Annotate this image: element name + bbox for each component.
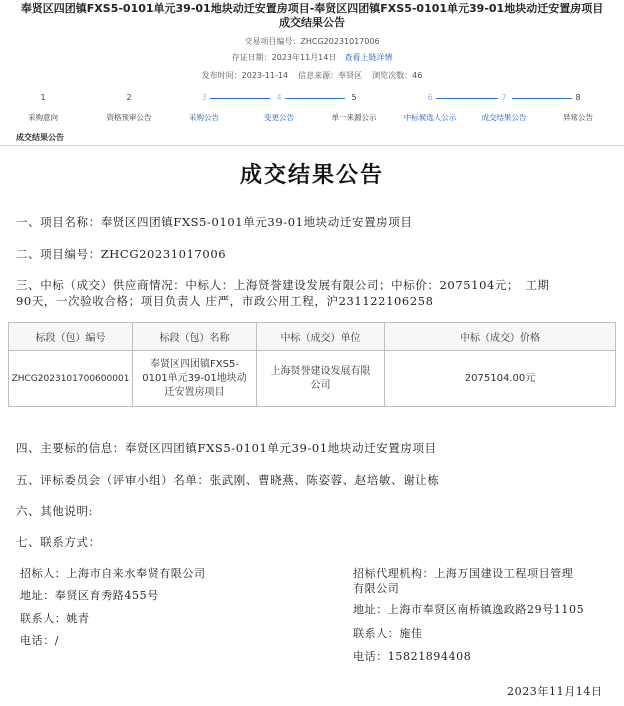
- col-winner: 中标（成交）单位: [257, 323, 385, 351]
- cell-lot-name: 奉贤区四团镇FXS5-0101单元39-01地块动迁安置房项目: [133, 351, 257, 407]
- item-supplier-line2: 90天，一次验收合格；项目负责人 庄严，市政公用工程，沪231122106258: [16, 294, 434, 308]
- section-divider: [0, 145, 624, 146]
- agency-contact-person: 联系人：施佳: [353, 627, 423, 640]
- publish-time: 发布时间：2023-11-14: [201, 71, 289, 80]
- archive-line: [0, 52, 624, 63]
- archive-date: 存证日期：2023年11月14日: [231, 53, 337, 62]
- col-price: 中标（成交）价格: [385, 323, 616, 351]
- tenderer-phone: 电话：/: [20, 634, 60, 647]
- agency-name-line2: 有限公司: [353, 582, 400, 595]
- page-header-title: [0, 2, 624, 30]
- step-label: 资格预审公告: [106, 113, 152, 122]
- step-number: 6: [427, 93, 433, 102]
- step-number: 2: [126, 93, 132, 102]
- cell-winner: 上海贤誉建设发展有限公司: [257, 351, 385, 407]
- agency-name-line1: 招标代理机构：上海万国建设工程项目管理: [353, 567, 574, 580]
- step-3[interactable]: [164, 92, 244, 123]
- step-6[interactable]: [390, 92, 470, 123]
- step-2[interactable]: [89, 92, 169, 123]
- step-label: 采购公告: [189, 113, 219, 122]
- item-supplier-line1: 三、中标（成交）供应商情况：中标人：上海贤誉建设发展有限公司；中标价：2075104元； 工期: [16, 278, 550, 292]
- header-title-line2: 成交结果公告: [279, 16, 345, 29]
- step-8[interactable]: [538, 92, 618, 123]
- tenderer-contact-person: 联系人：姚青: [20, 612, 90, 625]
- item-committee: 五、评标委员会（评审小组）名单：张武刚、曹晓燕、陈姿蓉、赵培敏、谢让栋: [16, 473, 440, 487]
- step-number: 5: [351, 93, 357, 102]
- step-4[interactable]: [239, 92, 319, 123]
- result-table: [8, 322, 616, 407]
- process-steps: [0, 92, 624, 128]
- view-count: 浏览次数：46: [372, 71, 423, 80]
- document-title: 成交结果公告: [239, 163, 384, 188]
- tenderer-address: 地址：奉贤区育秀路455号: [20, 589, 159, 602]
- cell-price: 2075104.00元: [385, 351, 616, 407]
- agency-address: 地址：上海市奉贤区南桥镇逸政路29号1105: [353, 603, 585, 616]
- col-lot-name: 标段（包）名称: [133, 323, 257, 351]
- step-7[interactable]: [464, 92, 544, 123]
- step-number: 8: [575, 93, 581, 102]
- step-label: 单一来源公示: [331, 113, 377, 122]
- item-project-name: 一、项目名称：奉贤区四团镇FXS5-0101单元39-01地块动迁安置房项目: [16, 215, 413, 229]
- table-row: [9, 351, 616, 407]
- step-5[interactable]: [314, 92, 394, 123]
- col-lot-number: 标段（包）编号: [9, 323, 133, 351]
- publish-meta: [0, 70, 624, 81]
- step-label: 异常公告: [563, 113, 593, 122]
- section-tab-label: 成交结果公告: [16, 133, 64, 142]
- cell-lot-number: ZHCG2023101700600001: [9, 351, 133, 407]
- step-1[interactable]: [3, 92, 83, 123]
- item-contact-heading: 七、联系方式：: [16, 535, 101, 549]
- chain-detail-link[interactable]: 查看上链详情: [344, 53, 393, 62]
- info-source: 信息来源：奉贤区: [298, 71, 363, 80]
- step-number: 7: [501, 93, 507, 102]
- document-date: 2023年11月14日: [507, 685, 603, 698]
- step-label: 成交结果公告: [481, 113, 527, 122]
- step-number: 3: [201, 93, 207, 102]
- agency-phone: 电话：15821894408: [353, 650, 472, 663]
- trade-number: 交易项目编号：ZHCG20231017006: [244, 37, 380, 46]
- step-number: 1: [40, 93, 46, 102]
- tenderer-name: 招标人：上海市自来水奉贤有限公司: [20, 567, 206, 580]
- header-title-line1: 奉贤区四团镇FXS5-0101单元39-01地块动迁安置房项目-奉贤区四团镇FXS5-0101单元39-01地块动迁安置房项目: [20, 2, 604, 15]
- item-subject-info: 四、主要标的信息：奉贤区四团镇FXS5-0101单元39-01地块动迁安置房项目: [16, 441, 437, 455]
- step-label: 变更公告: [264, 113, 294, 122]
- step-label: 中标候选人公示: [403, 113, 457, 122]
- step-number: 4: [276, 93, 282, 102]
- table-header-row: [9, 323, 616, 351]
- item-other-notes: 六、其他说明:: [16, 504, 94, 518]
- step-label: 采购意向: [28, 113, 58, 122]
- item-project-number: 二、项目编号：ZHCG20231017006: [16, 247, 227, 261]
